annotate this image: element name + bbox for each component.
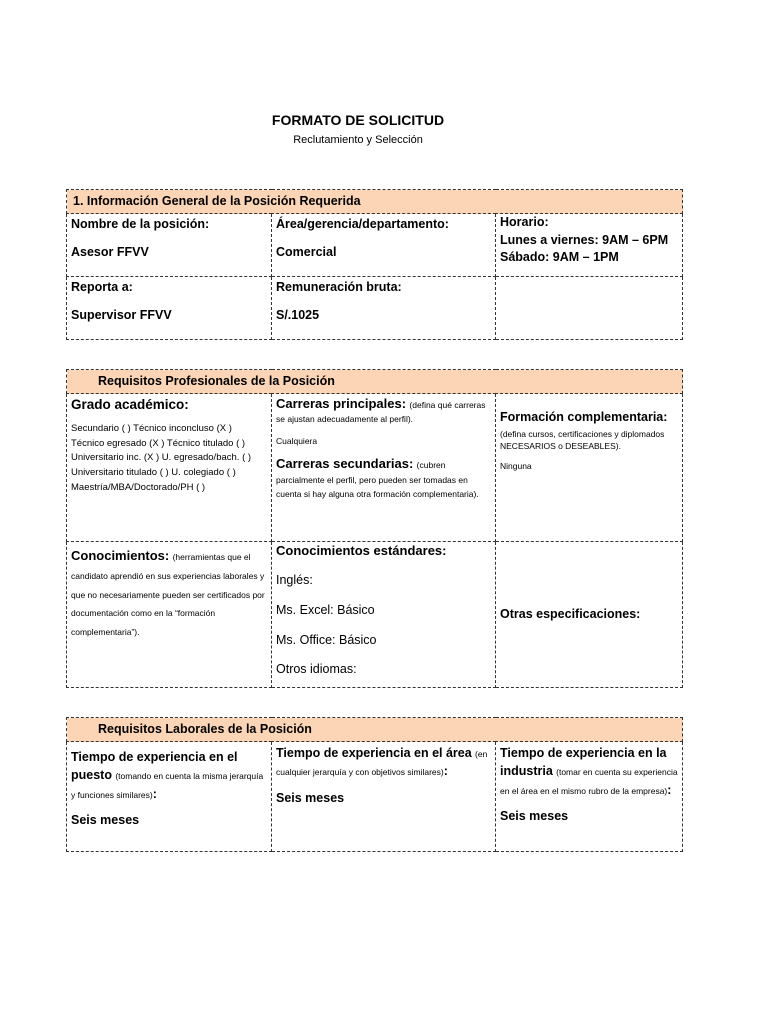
secondary-careers-note: (cubren parcialmente el perfil, pero pueden ser tomadas en cuenta si hay alguna otra formación complementaria). [276,460,479,500]
salary-value: S/.1025 [276,307,320,322]
position-name-label: Nombre de la posición: [71,217,210,231]
other-specs-cell [496,542,683,688]
main-careers-label: Carreras principales: [276,396,407,411]
colon: : [667,782,672,797]
schedule-cell [496,214,683,277]
professional-requirements-table [66,369,683,688]
standard-knowledge-cell [272,542,496,688]
standard-knowledge-label: Conocimientos estándares: [276,543,447,558]
form-subtitle: Reclutamiento y Selección [293,134,423,146]
area-value: Comercial [276,244,337,259]
work-requirements-table [66,717,683,852]
experience-position-cell [67,742,272,852]
salary-cell [272,277,496,340]
other-specs-label: Otras especificaciones: [500,606,641,621]
main-careers-value: Cualquiera [276,435,318,446]
main-careers-note: (defina qué carreras se ajustan adecuadamente al perfil). [276,400,486,424]
experience-area-value: Seis meses [276,790,345,805]
experience-industry-note: (tomar en cuenta su experiencia en el área en el mismo rubro de la empresa) [500,767,678,796]
area-label: Área/gerencia/departamento: [276,217,449,231]
position-name-value: Asesor FFVV [71,244,149,259]
academic-degree-cell [67,394,272,542]
other-languages: Otros idiomas: [276,662,357,677]
secondary-careers-label: Carreras secundarias: [276,456,414,472]
experience-position-note: (tomando en cuenta la misma jerarquía y funciones similares) [71,771,264,800]
schedule-saturday: Sábado: 9AM – 1PM [500,250,619,265]
reports-to-label: Reporta a: [71,280,133,294]
academic-degree-label: Grado académico: [71,397,189,412]
academic-degree-options: Secundario ( ) Técnico inconcluso (X ) Técnico egresado (X ) Técnico titulado ( ) Universitario inc. (X ) U. egresado/bach. ( ) Universitario titulado ( ) U. colegiado ( ) Maestría/MBA/Doctorado/PH ( ) [71,422,252,493]
complementary-training-note: (defina cursos, certificaciones y diplomados NECESARIOS o DESEABLES). [500,428,665,452]
experience-area-cell [272,742,496,852]
complementary-training-value: Ninguna [500,461,532,472]
knowledge-note: (herramientas que el candidato aprendió en sus experiencias laborales y que no necesariamente pueden ser certificados por documentación como en la “formación complementaria”). [71,552,265,637]
experience-industry-value: Seis meses [500,809,569,824]
colon: : [443,764,448,779]
complementary-training-label: Formación complementaria: [500,410,668,424]
empty-cell [496,277,683,340]
experience-position-value: Seis meses [71,813,140,828]
section2-heading: Requisitos Profesionales de la Posición [67,370,683,394]
experience-industry-cell [496,742,683,852]
english-level: Inglés: [276,573,313,588]
complementary-training-cell [496,394,683,542]
schedule-weekdays: Lunes a viernes: 9AM – 6PM [500,232,669,247]
office-level: Ms. Office: Básico [276,632,377,647]
knowledge-cell [67,542,272,688]
salary-label: Remuneración bruta: [276,280,402,294]
reports-to-value: Supervisor FFVV [71,307,172,322]
experience-industry-label: Tiempo de experiencia en la industria [500,746,667,779]
experience-position-label: Tiempo de experiencia en el puesto [71,750,238,783]
section1-heading: 1. Información General de la Posición Requerida [67,190,683,214]
section3-heading: Requisitos Laborales de la Posición [67,718,683,742]
careers-cell [272,394,496,542]
knowledge-label: Conocimientos: [71,548,170,563]
colon: : [152,786,157,801]
reports-to-cell [67,277,272,340]
area-cell [272,214,496,277]
general-info-table [66,189,683,340]
position-name-cell [67,214,272,277]
experience-area-note: (en cualquier jerarquía y con objetivos similares) [276,749,488,778]
form-title: FORMATO DE SOLICITUD [271,112,445,128]
excel-level: Ms. Excel: Básico [276,602,375,617]
schedule-label: Horario: [500,215,549,229]
experience-area-label: Tiempo de experiencia en el área [276,746,472,760]
